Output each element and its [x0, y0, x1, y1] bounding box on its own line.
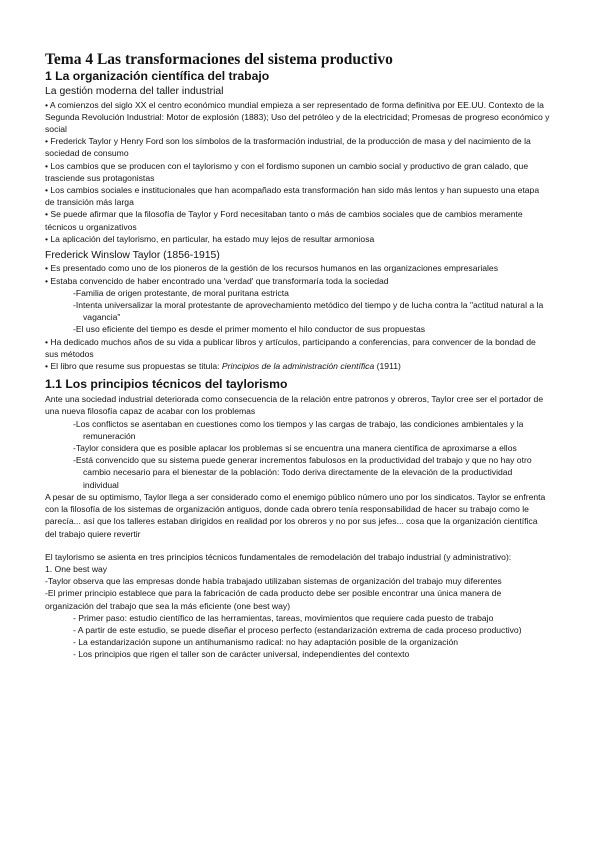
dash-item: -Los conflictos se asentaban en cuestiones como los tiempos y las cargas de trabajo, las condiciones ambientales y la remuneración: [73, 418, 524, 441]
paragraph: El taylorismo se asienta en tres principios técnicos fundamentales de remodelación del trabajo industrial (y administrativo):: [45, 551, 512, 562]
book-line-prefix: • El libro que resume sus propuestas se titula:: [45, 361, 222, 372]
section-subtitle: La gestión moderna del taller industrial: [45, 86, 224, 97]
sub-dash-item: - A partir de este estudio, se puede diseñar el proceso perfecto (estandarización extrema de cada proceso productivo): [73, 624, 522, 635]
bullet-item: [45, 360, 550, 372]
numbered-heading: 1. One best way: [45, 563, 108, 574]
bullet-item: • Se puede afirmar que la filosofía de Taylor y Ford necesitaban tanto o más de cambios sociales que de cambios meramente técnicos u organizativos: [45, 209, 523, 232]
sub-dash-item: - Primer paso: estudio científico de las herramientas, tareas, movimientos que requiere cada puesto de trabajo: [73, 612, 494, 623]
bullet-item: • Estaba convencido de haber encontrado una 'verdad' que transformaría toda la sociedad: [45, 275, 389, 286]
book-title: Principios de la administración científica: [221, 361, 375, 372]
dash-item: -El uso eficiente del tiempo es desde el primer momento el hilo conductor de sus propuestas: [73, 324, 426, 335]
bullet-item: • Los cambios que se producen con el taylorismo y con el fordismo suponen un cambio social y productivo de gran calado, que trasciende sus protagonistas: [45, 160, 529, 183]
sub-dash-item: - La estandarización supone un antihumanismo radical: no hay adaptación posible de la organización: [73, 637, 459, 648]
bullet-item: • Los cambios sociales e institucionales que han acompañado esta transformación han sido más lentos y han supuesto una etapa de transición más larga: [45, 184, 540, 208]
section-heading: 1.1 Los principios técnicos del taylorismo: [45, 377, 288, 392]
document-title: Tema 4 Las transformaciones del sistema productivo: [45, 51, 393, 68]
dash-item: -Taylor observa que las empresas donde había trabajado utilizaban sistemas de organización del trabajo muy diferentes: [45, 576, 502, 587]
book-year: (1911): [374, 361, 401, 372]
dash-item: -Está convencido que su sistema puede generar incrementos fabulosos en la productividad del trabajo y que no hay otro cambio necesario para el bienestar de la población: Todo deriva directamente de la elevación de la productividad individual: [73, 455, 532, 490]
bullet-item: • La aplicación del taylorismo, en particular, ha estado muy lejos de resultar armoniosa: [45, 233, 375, 244]
bullet-item: • Es presentado como uno de los pioneros de la gestión de los recursos humanos en las organizaciones empresariales: [45, 263, 499, 274]
section-heading: 1 La organización científica del trabajo: [45, 69, 270, 83]
bullet-item: • Ha dedicado muchos años de su vida a publicar libros y artículos, participando a conferencias, para convencer de la bondad de sus métodos: [45, 336, 536, 359]
bullet-item: • A comienzos del siglo XX el centro económico mundial empieza a ser representado de forma definitiva por EE.UU. Contexto de la Segunda Revolución Industrial: Motor de explosión (1883); Uso del petróleo y de la electricidad; Promesas de progreso económico y social: [45, 99, 550, 134]
dash-item: -El primer principio establece que para la fabricación de cada producto debe ser posible encontrar una única manera de organización del trabajo que sea la más eficiente (one best way): [45, 588, 502, 611]
sub-dash-item: - Los principios que rigen el taller son de carácter universal, independientes del contexto: [73, 649, 410, 660]
paragraph: A pesar de su optimismo, Taylor llega a ser considerado como el enemigo público número uno por los sindicatos. Taylor se enfrenta con la filosofía de los sistemas de organización antiguos, donde cada obrero tenía responsabilidad de hacer su trabajo como le parecía... así que los talleres estaban dirigidos en realidad por los obreros y no por sus jefes... cosa que la organización científica del trabajo quiere revertir: [45, 491, 546, 539]
bullet-item: • Frederick Taylor y Henry Ford son los símbolos de la trasformación industrial, de la producción de masa y del nacimiento de la sociedad de consumo: [45, 136, 531, 159]
dash-item: -Taylor considera que es posible aplacar los problemas si se encuentra una manera científica de aproximarse a ellos: [73, 443, 517, 454]
dash-item: -Intenta universalizar la moral protestante de aprovechamiento metódico del tiempo y de lucha contra la "actitud natural a la vagancia": [73, 300, 544, 323]
paragraph: Ante una sociedad industrial deteriorada como consecuencia de la relación entre patronos y obreros, Taylor cree ser el portador de una nueva filosofía capaz de acabar con los problemas: [45, 394, 544, 417]
dash-item: -Familia de origen protestante, de moral puritana estricta: [73, 287, 289, 298]
section-subtitle: Frederick Winslow Taylor (1856-1915): [45, 249, 220, 261]
